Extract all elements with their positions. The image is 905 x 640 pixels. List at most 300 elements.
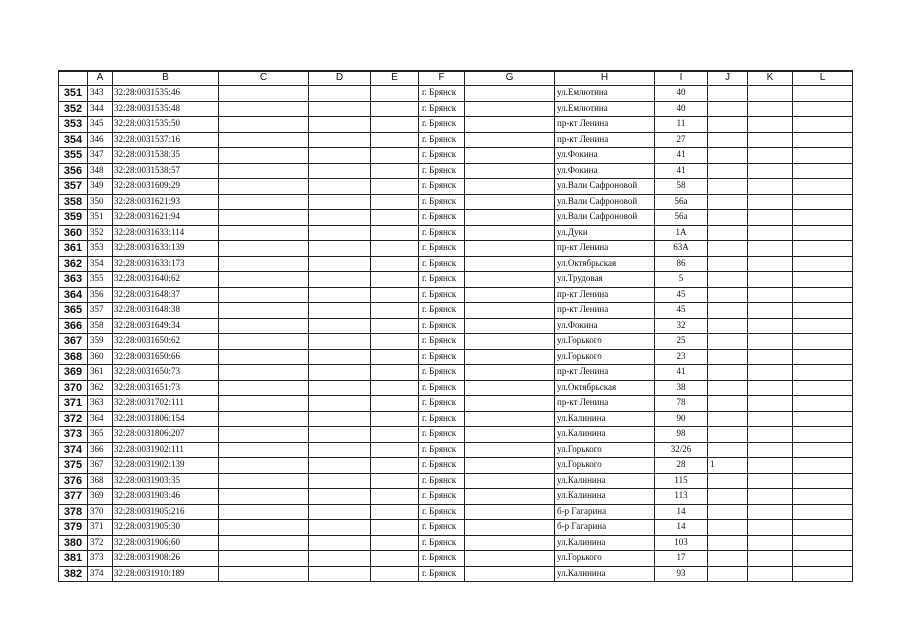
cell-l[interactable] <box>793 86 853 102</box>
column-header[interactable]: B <box>113 72 219 86</box>
cell-a[interactable]: 361 <box>88 365 113 381</box>
cell-d[interactable] <box>309 225 371 241</box>
cell-j[interactable] <box>708 365 748 381</box>
row-number[interactable]: 372 <box>59 411 88 427</box>
row-number[interactable]: 374 <box>59 442 88 458</box>
cell-f-city[interactable]: г. Брянск <box>419 520 465 536</box>
cell-j[interactable] <box>708 427 748 443</box>
cell-f-city[interactable]: г. Брянск <box>419 489 465 505</box>
row-number[interactable]: 366 <box>59 318 88 334</box>
cell-j[interactable] <box>708 241 748 257</box>
cell-j[interactable] <box>708 442 748 458</box>
cell-i-house[interactable]: 32/26 <box>655 442 708 458</box>
cell-c[interactable] <box>219 458 309 474</box>
cell-e[interactable] <box>371 551 419 567</box>
cell-e[interactable] <box>371 179 419 195</box>
cell-k[interactable] <box>748 132 793 148</box>
cell-b-cadastral-number[interactable]: 32:28:0031640:62 <box>113 272 219 288</box>
cell-b-cadastral-number[interactable]: 32:28:0031903:35 <box>113 473 219 489</box>
cell-g[interactable] <box>465 489 555 505</box>
cell-i-house[interactable]: 14 <box>655 520 708 536</box>
cell-e[interactable] <box>371 287 419 303</box>
cell-i-house[interactable]: 113 <box>655 489 708 505</box>
cell-b-cadastral-number[interactable]: 32:28:0031648:37 <box>113 287 219 303</box>
cell-j[interactable] <box>708 132 748 148</box>
cell-h-street[interactable]: ул.Калинина <box>555 473 655 489</box>
column-header[interactable]: I <box>655 72 708 86</box>
cell-b-cadastral-number[interactable]: 32:28:0031908:26 <box>113 551 219 567</box>
cell-b-cadastral-number[interactable]: 32:28:0031633:173 <box>113 256 219 272</box>
cell-j[interactable] <box>708 489 748 505</box>
column-header[interactable]: F <box>419 72 465 86</box>
cell-j[interactable] <box>708 117 748 133</box>
cell-j[interactable] <box>708 504 748 520</box>
cell-k[interactable] <box>748 566 793 582</box>
cell-g[interactable] <box>465 365 555 381</box>
row-number[interactable]: 364 <box>59 287 88 303</box>
cell-i-house[interactable]: 103 <box>655 535 708 551</box>
cell-f-city[interactable]: г. Брянск <box>419 473 465 489</box>
cell-f-city[interactable]: г. Брянск <box>419 349 465 365</box>
cell-e[interactable] <box>371 148 419 164</box>
cell-g[interactable] <box>465 473 555 489</box>
cell-e[interactable] <box>371 117 419 133</box>
cell-j[interactable] <box>708 380 748 396</box>
row-number[interactable]: 361 <box>59 241 88 257</box>
row-number[interactable]: 354 <box>59 132 88 148</box>
cell-g[interactable] <box>465 303 555 319</box>
cell-e[interactable] <box>371 349 419 365</box>
cell-j[interactable] <box>708 473 748 489</box>
cell-d[interactable] <box>309 365 371 381</box>
cell-k[interactable] <box>748 349 793 365</box>
cell-l[interactable] <box>793 194 853 210</box>
cell-f-city[interactable]: г. Брянск <box>419 334 465 350</box>
cell-c[interactable] <box>219 566 309 582</box>
cell-g[interactable] <box>465 256 555 272</box>
cell-a[interactable]: 352 <box>88 225 113 241</box>
cell-g[interactable] <box>465 334 555 350</box>
cell-b-cadastral-number[interactable]: 32:28:0031535:46 <box>113 86 219 102</box>
cell-l[interactable] <box>793 442 853 458</box>
column-header[interactable]: D <box>309 72 371 86</box>
cell-d[interactable] <box>309 504 371 520</box>
cell-g[interactable] <box>465 179 555 195</box>
cell-k[interactable] <box>748 287 793 303</box>
cell-i-house[interactable]: 41 <box>655 365 708 381</box>
cell-l[interactable] <box>793 132 853 148</box>
cell-a[interactable]: 372 <box>88 535 113 551</box>
cell-k[interactable] <box>748 272 793 288</box>
cell-h-street[interactable]: ул.Калинина <box>555 427 655 443</box>
cell-b-cadastral-number[interactable]: 32:28:0031649:34 <box>113 318 219 334</box>
cell-l[interactable] <box>793 117 853 133</box>
cell-h-street[interactable]: ул.Вали Сафроновой <box>555 179 655 195</box>
cell-d[interactable] <box>309 303 371 319</box>
cell-j[interactable] <box>708 179 748 195</box>
cell-l[interactable] <box>793 272 853 288</box>
cell-k[interactable] <box>748 504 793 520</box>
cell-g[interactable] <box>465 132 555 148</box>
cell-k[interactable] <box>748 256 793 272</box>
column-header[interactable]: J <box>708 72 748 86</box>
cell-a[interactable]: 366 <box>88 442 113 458</box>
cell-b-cadastral-number[interactable]: 32:28:0031650:66 <box>113 349 219 365</box>
cell-f-city[interactable]: г. Брянск <box>419 117 465 133</box>
cell-j[interactable] <box>708 551 748 567</box>
cell-f-city[interactable]: г. Брянск <box>419 256 465 272</box>
cell-b-cadastral-number[interactable]: 32:28:0031650:73 <box>113 365 219 381</box>
cell-a[interactable]: 356 <box>88 287 113 303</box>
cell-h-street[interactable]: ул.Горького <box>555 442 655 458</box>
cell-c[interactable] <box>219 489 309 505</box>
cell-g[interactable] <box>465 551 555 567</box>
cell-e[interactable] <box>371 334 419 350</box>
cell-i-house[interactable]: 115 <box>655 473 708 489</box>
cell-k[interactable] <box>748 117 793 133</box>
cell-d[interactable] <box>309 334 371 350</box>
cell-l[interactable] <box>793 551 853 567</box>
cell-d[interactable] <box>309 396 371 412</box>
cell-g[interactable] <box>465 148 555 164</box>
cell-e[interactable] <box>371 132 419 148</box>
cell-e[interactable] <box>371 303 419 319</box>
cell-a[interactable]: 343 <box>88 86 113 102</box>
cell-l[interactable] <box>793 210 853 226</box>
cell-d[interactable] <box>309 132 371 148</box>
cell-j[interactable] <box>708 318 748 334</box>
cell-h-street[interactable]: б-р Гагарина <box>555 520 655 536</box>
cell-g[interactable] <box>465 101 555 117</box>
cell-d[interactable] <box>309 535 371 551</box>
cell-f-city[interactable]: г. Брянск <box>419 272 465 288</box>
cell-b-cadastral-number[interactable]: 32:28:0031633:114 <box>113 225 219 241</box>
cell-b-cadastral-number[interactable]: 32:28:0031650:62 <box>113 334 219 350</box>
cell-c[interactable] <box>219 411 309 427</box>
cell-f-city[interactable]: г. Брянск <box>419 318 465 334</box>
row-number[interactable]: 363 <box>59 272 88 288</box>
row-number[interactable]: 360 <box>59 225 88 241</box>
cell-a[interactable]: 369 <box>88 489 113 505</box>
cell-g[interactable] <box>465 396 555 412</box>
cell-b-cadastral-number[interactable]: 32:28:0031902:139 <box>113 458 219 474</box>
cell-e[interactable] <box>371 504 419 520</box>
cell-g[interactable] <box>465 318 555 334</box>
cell-a[interactable]: 370 <box>88 504 113 520</box>
cell-a[interactable]: 351 <box>88 210 113 226</box>
cell-l[interactable] <box>793 458 853 474</box>
cell-h-street[interactable]: ул.Емлютина <box>555 101 655 117</box>
cell-k[interactable] <box>748 86 793 102</box>
cell-d[interactable] <box>309 380 371 396</box>
cell-d[interactable] <box>309 163 371 179</box>
cell-k[interactable] <box>748 241 793 257</box>
cell-h-street[interactable]: ул.Горького <box>555 551 655 567</box>
cell-i-house[interactable]: 28 <box>655 458 708 474</box>
cell-b-cadastral-number[interactable]: 32:28:0031621:93 <box>113 194 219 210</box>
cell-i-house[interactable]: 93 <box>655 566 708 582</box>
cell-a[interactable]: 357 <box>88 303 113 319</box>
cell-d[interactable] <box>309 473 371 489</box>
cell-a[interactable]: 353 <box>88 241 113 257</box>
cell-l[interactable] <box>793 225 853 241</box>
row-number[interactable]: 352 <box>59 101 88 117</box>
cell-h-street[interactable]: ул.Вали Сафроновой <box>555 194 655 210</box>
cell-i-house[interactable]: 14 <box>655 504 708 520</box>
cell-i-house[interactable]: 5 <box>655 272 708 288</box>
cell-j[interactable] <box>708 86 748 102</box>
cell-d[interactable] <box>309 566 371 582</box>
row-number[interactable]: 382 <box>59 566 88 582</box>
cell-j[interactable] <box>708 287 748 303</box>
cell-f-city[interactable]: г. Брянск <box>419 365 465 381</box>
cell-l[interactable] <box>793 489 853 505</box>
cell-f-city[interactable]: г. Брянск <box>419 380 465 396</box>
cell-d[interactable] <box>309 241 371 257</box>
cell-l[interactable] <box>793 101 853 117</box>
cell-i-house[interactable]: 17 <box>655 551 708 567</box>
cell-l[interactable] <box>793 380 853 396</box>
cell-b-cadastral-number[interactable]: 32:28:0031538:57 <box>113 163 219 179</box>
cell-l[interactable] <box>793 411 853 427</box>
cell-e[interactable] <box>371 272 419 288</box>
cell-c[interactable] <box>219 163 309 179</box>
cell-e[interactable] <box>371 535 419 551</box>
column-header[interactable]: L <box>793 72 853 86</box>
cell-c[interactable] <box>219 303 309 319</box>
cell-g[interactable] <box>465 86 555 102</box>
cell-h-street[interactable]: ул.Октябрьская <box>555 256 655 272</box>
cell-d[interactable] <box>309 256 371 272</box>
cell-k[interactable] <box>748 535 793 551</box>
cell-j[interactable] <box>708 148 748 164</box>
cell-b-cadastral-number[interactable]: 32:28:0031902:111 <box>113 442 219 458</box>
cell-k[interactable] <box>748 318 793 334</box>
cell-h-street[interactable]: ул.Калинина <box>555 566 655 582</box>
cell-f-city[interactable]: г. Брянск <box>419 225 465 241</box>
cell-b-cadastral-number[interactable]: 32:28:0031609:29 <box>113 179 219 195</box>
cell-c[interactable] <box>219 117 309 133</box>
cell-g[interactable] <box>465 117 555 133</box>
cell-j[interactable] <box>708 349 748 365</box>
row-number[interactable]: 371 <box>59 396 88 412</box>
row-number[interactable]: 359 <box>59 210 88 226</box>
cell-f-city[interactable]: г. Брянск <box>419 101 465 117</box>
cell-i-house[interactable]: 86 <box>655 256 708 272</box>
cell-a[interactable]: 362 <box>88 380 113 396</box>
cell-k[interactable] <box>748 520 793 536</box>
cell-l[interactable] <box>793 396 853 412</box>
column-header[interactable]: G <box>465 72 555 86</box>
cell-e[interactable] <box>371 256 419 272</box>
cell-a[interactable]: 345 <box>88 117 113 133</box>
cell-d[interactable] <box>309 148 371 164</box>
cell-e[interactable] <box>371 380 419 396</box>
cell-j[interactable] <box>708 225 748 241</box>
cell-k[interactable] <box>748 427 793 443</box>
cell-l[interactable] <box>793 365 853 381</box>
cell-d[interactable] <box>309 318 371 334</box>
cell-e[interactable] <box>371 210 419 226</box>
cell-h-street[interactable]: пр-кт Ленина <box>555 396 655 412</box>
cell-i-house[interactable]: 1А <box>655 225 708 241</box>
cell-c[interactable] <box>219 194 309 210</box>
cell-g[interactable] <box>465 535 555 551</box>
cell-g[interactable] <box>465 380 555 396</box>
cell-i-house[interactable]: 27 <box>655 132 708 148</box>
row-number[interactable]: 378 <box>59 504 88 520</box>
cell-l[interactable] <box>793 535 853 551</box>
cell-h-street[interactable]: ул.Калинина <box>555 489 655 505</box>
cell-g[interactable] <box>465 163 555 179</box>
cell-a[interactable]: 349 <box>88 179 113 195</box>
cell-f-city[interactable]: г. Брянск <box>419 458 465 474</box>
cell-k[interactable] <box>748 179 793 195</box>
cell-l[interactable] <box>793 349 853 365</box>
cell-c[interactable] <box>219 287 309 303</box>
cell-i-house[interactable]: 45 <box>655 303 708 319</box>
cell-k[interactable] <box>748 194 793 210</box>
cell-a[interactable]: 367 <box>88 458 113 474</box>
cell-j[interactable] <box>708 210 748 226</box>
column-header[interactable]: C <box>219 72 309 86</box>
cell-d[interactable] <box>309 489 371 505</box>
cell-f-city[interactable]: г. Брянск <box>419 287 465 303</box>
cell-b-cadastral-number[interactable]: 32:28:0031535:48 <box>113 101 219 117</box>
cell-a[interactable]: 346 <box>88 132 113 148</box>
cell-k[interactable] <box>748 411 793 427</box>
cell-h-street[interactable]: ул.Горького <box>555 349 655 365</box>
cell-k[interactable] <box>748 163 793 179</box>
cell-d[interactable] <box>309 86 371 102</box>
cell-f-city[interactable]: г. Брянск <box>419 411 465 427</box>
row-number[interactable]: 373 <box>59 427 88 443</box>
cell-c[interactable] <box>219 396 309 412</box>
cell-b-cadastral-number[interactable]: 32:28:0031905:30 <box>113 520 219 536</box>
cell-h-street[interactable]: пр-кт Ленина <box>555 303 655 319</box>
cell-c[interactable] <box>219 241 309 257</box>
cell-h-street[interactable]: ул.Фокина <box>555 163 655 179</box>
cell-i-house[interactable]: 41 <box>655 163 708 179</box>
cell-g[interactable] <box>465 272 555 288</box>
cell-d[interactable] <box>309 427 371 443</box>
row-number[interactable]: 362 <box>59 256 88 272</box>
cell-e[interactable] <box>371 365 419 381</box>
cell-c[interactable] <box>219 365 309 381</box>
cell-b-cadastral-number[interactable]: 32:28:0031538:35 <box>113 148 219 164</box>
cell-k[interactable] <box>748 489 793 505</box>
cell-i-house[interactable]: 40 <box>655 86 708 102</box>
cell-d[interactable] <box>309 287 371 303</box>
cell-f-city[interactable]: г. Брянск <box>419 210 465 226</box>
cell-e[interactable] <box>371 318 419 334</box>
cell-l[interactable] <box>793 334 853 350</box>
cell-c[interactable] <box>219 380 309 396</box>
cell-i-house[interactable]: 90 <box>655 411 708 427</box>
cell-j[interactable] <box>708 101 748 117</box>
cell-a[interactable]: 347 <box>88 148 113 164</box>
cell-c[interactable] <box>219 225 309 241</box>
cell-e[interactable] <box>371 86 419 102</box>
row-number[interactable]: 380 <box>59 535 88 551</box>
cell-i-house[interactable]: 25 <box>655 334 708 350</box>
row-number[interactable]: 381 <box>59 551 88 567</box>
cell-j[interactable] <box>708 566 748 582</box>
cell-a[interactable]: 364 <box>88 411 113 427</box>
cell-c[interactable] <box>219 132 309 148</box>
cell-l[interactable] <box>793 520 853 536</box>
cell-e[interactable] <box>371 427 419 443</box>
cell-i-house[interactable]: 11 <box>655 117 708 133</box>
column-header[interactable]: E <box>371 72 419 86</box>
cell-k[interactable] <box>748 551 793 567</box>
cell-d[interactable] <box>309 551 371 567</box>
cell-j[interactable] <box>708 194 748 210</box>
cell-i-house[interactable]: 45 <box>655 287 708 303</box>
cell-h-street[interactable]: ул.Фокина <box>555 148 655 164</box>
cell-i-house[interactable]: 98 <box>655 427 708 443</box>
cell-i-house[interactable]: 41 <box>655 148 708 164</box>
cell-e[interactable] <box>371 489 419 505</box>
cell-g[interactable] <box>465 210 555 226</box>
cell-a[interactable]: 360 <box>88 349 113 365</box>
cell-e[interactable] <box>371 194 419 210</box>
cell-c[interactable] <box>219 535 309 551</box>
cell-c[interactable] <box>219 427 309 443</box>
cell-f-city[interactable]: г. Брянск <box>419 504 465 520</box>
cell-c[interactable] <box>219 504 309 520</box>
cell-h-street[interactable]: пр-кт Ленина <box>555 117 655 133</box>
cell-k[interactable] <box>748 210 793 226</box>
cell-b-cadastral-number[interactable]: 32:28:0031806:154 <box>113 411 219 427</box>
cell-c[interactable] <box>219 551 309 567</box>
cell-h-street[interactable]: ул.Фокина <box>555 318 655 334</box>
row-number[interactable]: 375 <box>59 458 88 474</box>
cell-f-city[interactable]: г. Брянск <box>419 442 465 458</box>
cell-h-street[interactable]: ул.Калинина <box>555 535 655 551</box>
column-header[interactable]: K <box>748 72 793 86</box>
cell-d[interactable] <box>309 179 371 195</box>
row-number[interactable]: 377 <box>59 489 88 505</box>
cell-c[interactable] <box>219 349 309 365</box>
cell-d[interactable] <box>309 272 371 288</box>
cell-e[interactable] <box>371 101 419 117</box>
cell-c[interactable] <box>219 179 309 195</box>
row-number[interactable]: 367 <box>59 334 88 350</box>
cell-i-house[interactable]: 58 <box>655 179 708 195</box>
cell-e[interactable] <box>371 473 419 489</box>
cell-g[interactable] <box>465 504 555 520</box>
row-number[interactable]: 376 <box>59 473 88 489</box>
row-number[interactable]: 368 <box>59 349 88 365</box>
cell-e[interactable] <box>371 442 419 458</box>
cell-g[interactable] <box>465 566 555 582</box>
cell-d[interactable] <box>309 349 371 365</box>
row-number[interactable]: 379 <box>59 520 88 536</box>
cell-l[interactable] <box>793 287 853 303</box>
cell-c[interactable] <box>219 101 309 117</box>
cell-l[interactable] <box>793 241 853 257</box>
cell-b-cadastral-number[interactable]: 32:28:0031535:50 <box>113 117 219 133</box>
cell-d[interactable] <box>309 101 371 117</box>
cell-b-cadastral-number[interactable]: 32:28:0031633:139 <box>113 241 219 257</box>
cell-d[interactable] <box>309 458 371 474</box>
cell-a[interactable]: 358 <box>88 318 113 334</box>
cell-f-city[interactable]: г. Брянск <box>419 132 465 148</box>
cell-f-city[interactable]: г. Брянск <box>419 179 465 195</box>
cell-i-house[interactable]: 78 <box>655 396 708 412</box>
cell-g[interactable] <box>465 194 555 210</box>
